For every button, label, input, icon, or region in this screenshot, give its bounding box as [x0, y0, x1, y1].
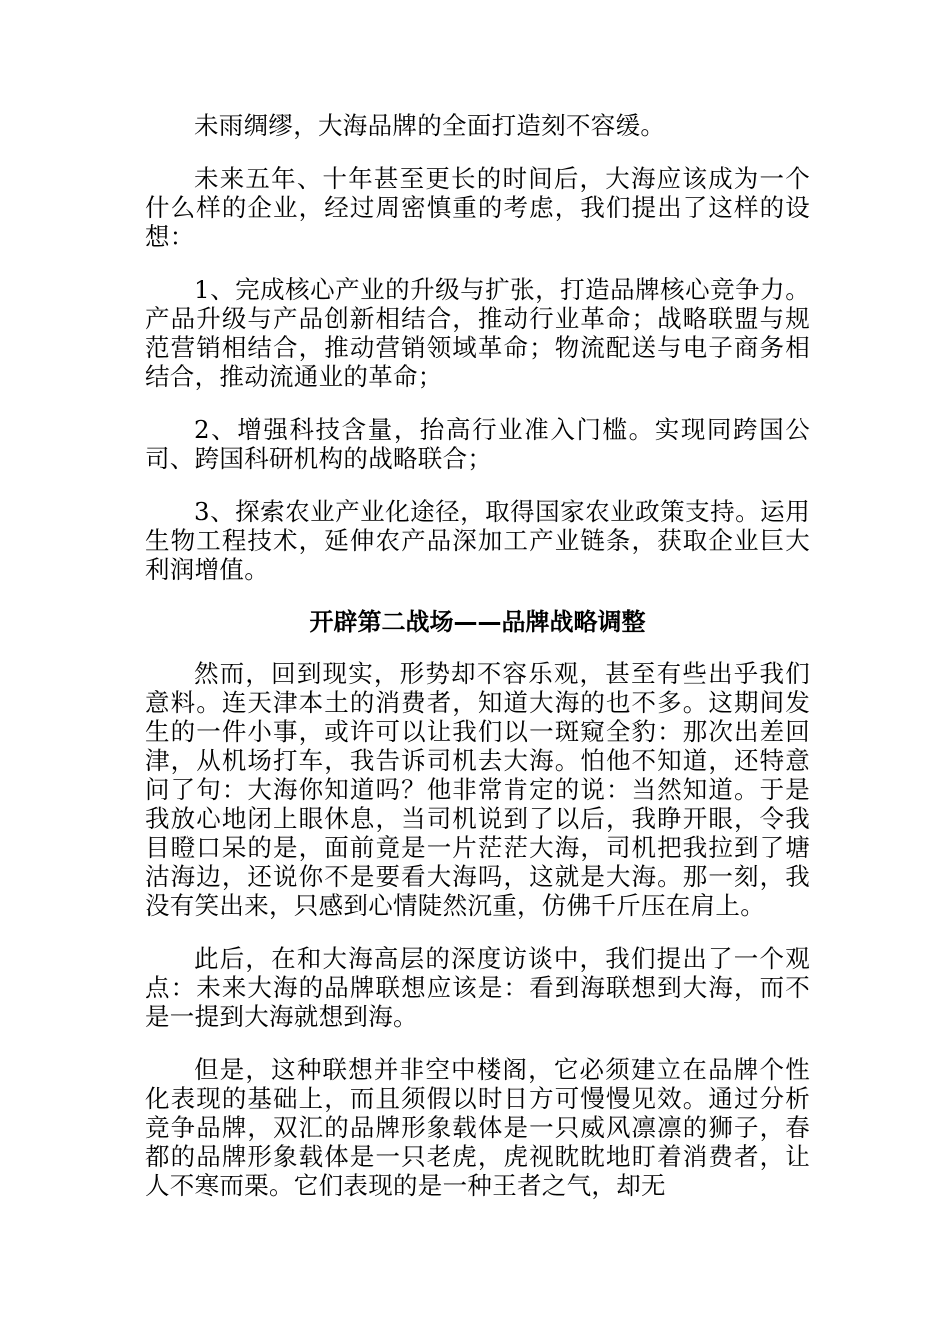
paragraph-goal-2: 2、增强科技含量，抬高行业准入门槛。实现同跨国公司、跨国科研机构的战略联合； [145, 415, 810, 473]
paragraph-goal-1: 1、完成核心产业的升级与扩张，打造品牌核心竞争力。产品升级与产品创新相结合，推动行业革命；战略联盟与规范营销相结合，推动营销领域革命；物流配送与电子商务相结合，推动流通业的革命； [145, 275, 810, 391]
paragraph-brand-association: 此后，在和大海高层的深度访谈中，我们提出了一个观点：未来大海的品牌联想应该是：看到海联想到大海，而不是一提到大海就想到海。 [145, 944, 810, 1031]
paragraph-vision: 未来五年、十年甚至更长的时间后，大海应该成为一个什么样的企业，经过周密慎重的考虑，我们提出了这样的设想： [145, 164, 810, 251]
paragraph-anecdote: 然而，回到现实，形势却不容乐观，甚至有些出乎我们意料。连天津本土的消费者，知道大海的也不多。这期间发生的一件小事，或许可以让我们以一斑窥全豹：那次出差回津，从机场打车，我告诉司机去大海。怕他不知道，还特意问了句：大海你知道吗？他非常肯定的说：当然知道。于是我放心地闭上眼休息，当司机说到了以后，我睁开眼，令我目瞪口呆的是，面前竟是一片茫茫大海，司机把我拉到了塘沽海边，还说你不是要看大海吗，这就是大海。那一刻，我没有笑出来，只感到心情陡然沉重，仿佛千斤压在肩上。 [145, 659, 810, 920]
section-heading: 开辟第二战场——品牌战略调整 [309, 608, 646, 636]
document-page [145, 111, 810, 1224]
paragraph-competitor-analysis: 但是，这种联想并非空中楼阁，它必须建立在品牌个性化表现的基础上，而且须假以时日方可慢慢见效。通过分析竞争品牌，双汇的品牌形象载体是一只威风凛凛的狮子，春都的品牌形象载体是一只老虎，虎视眈眈地盯着消费者，让人不寒而栗。它们表现的是一种王者之气，却无 [145, 1055, 810, 1200]
paragraph-intro: 未雨绸缪，大海品牌的全面打造刻不容缓。 [194, 111, 666, 140]
paragraph-goal-3: 3、探索农业产业化途径，取得国家农业政策支持。运用生物工程技术，延伸农产品深加工产业链条，获取企业巨大利润增值。 [145, 497, 810, 584]
